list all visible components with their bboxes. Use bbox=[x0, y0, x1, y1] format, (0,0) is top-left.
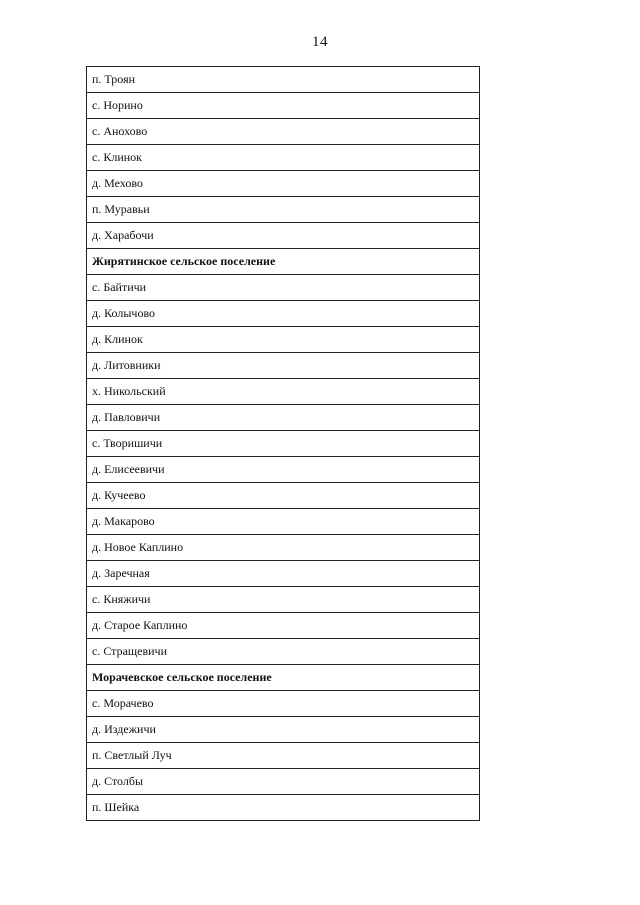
settlement-name-cell: с. Клинок bbox=[87, 145, 480, 171]
settlement-name-cell: х. Никольский bbox=[87, 379, 480, 405]
settlement-name-cell: с. Морачево bbox=[87, 691, 480, 717]
settlement-name-cell: д. Макарово bbox=[87, 509, 480, 535]
settlement-name-cell: с. Норино bbox=[87, 93, 480, 119]
settlement-row bbox=[87, 405, 480, 431]
settlement-row bbox=[87, 717, 480, 743]
settlement-name-cell: с. Творишичи bbox=[87, 431, 480, 457]
settlement-row bbox=[87, 119, 480, 145]
settlement-row bbox=[87, 379, 480, 405]
settlement-name-cell: п. Шейка bbox=[87, 795, 480, 821]
settlement-name-cell: д. Мехово bbox=[87, 171, 480, 197]
settlement-name-cell: д. Колычово bbox=[87, 301, 480, 327]
settlement-name-cell: д. Литовники bbox=[87, 353, 480, 379]
settlement-name-cell: п. Троян bbox=[87, 67, 480, 93]
settlement-row bbox=[87, 613, 480, 639]
settlement-row bbox=[87, 561, 480, 587]
settlement-name-cell: д. Заречная bbox=[87, 561, 480, 587]
settlement-name-cell: д. Павловичи bbox=[87, 405, 480, 431]
settlement-row bbox=[87, 275, 480, 301]
page-number: 14 bbox=[312, 34, 328, 50]
section-header-row bbox=[87, 665, 480, 691]
settlement-row bbox=[87, 483, 480, 509]
settlement-row bbox=[87, 327, 480, 353]
settlement-row bbox=[87, 587, 480, 613]
settlement-row bbox=[87, 639, 480, 665]
settlement-name-cell: п. Муравьи bbox=[87, 197, 480, 223]
section-header-row bbox=[87, 249, 480, 275]
settlement-row bbox=[87, 197, 480, 223]
settlement-name-cell: с. Анохово bbox=[87, 119, 480, 145]
settlement-name-cell: с. Стращевичи bbox=[87, 639, 480, 665]
settlement-name-cell: д. Кучеево bbox=[87, 483, 480, 509]
settlement-row bbox=[87, 769, 480, 795]
settlement-row bbox=[87, 67, 480, 93]
settlement-row bbox=[87, 743, 480, 769]
settlement-row bbox=[87, 145, 480, 171]
settlement-row bbox=[87, 353, 480, 379]
settlement-name-cell: д. Новое Каплино bbox=[87, 535, 480, 561]
settlement-row bbox=[87, 691, 480, 717]
settlement-name-cell: д. Столбы bbox=[87, 769, 480, 795]
settlement-name-cell: д. Издежичи bbox=[87, 717, 480, 743]
settlement-name-cell: с. Байтичи bbox=[87, 275, 480, 301]
settlement-table bbox=[86, 66, 480, 821]
settlement-name-cell: д. Харабочи bbox=[87, 223, 480, 249]
settlement-name-cell: д. Елисеевичи bbox=[87, 457, 480, 483]
section-header-cell: Жирятинское сельское поселение bbox=[87, 249, 480, 275]
section-header-cell: Морачевское сельское поселение bbox=[87, 665, 480, 691]
settlement-row bbox=[87, 431, 480, 457]
settlement-name-cell: д. Старое Каплино bbox=[87, 613, 480, 639]
settlement-row bbox=[87, 509, 480, 535]
settlement-row bbox=[87, 301, 480, 327]
settlement-row bbox=[87, 171, 480, 197]
settlement-row bbox=[87, 223, 480, 249]
settlement-name-cell: п. Светлый Луч bbox=[87, 743, 480, 769]
settlement-name-cell: д. Клинок bbox=[87, 327, 480, 353]
settlement-table-body bbox=[87, 67, 480, 821]
settlement-row bbox=[87, 457, 480, 483]
settlement-row bbox=[87, 535, 480, 561]
settlement-name-cell: с. Княжичи bbox=[87, 587, 480, 613]
settlement-row bbox=[87, 93, 480, 119]
settlement-row bbox=[87, 795, 480, 821]
